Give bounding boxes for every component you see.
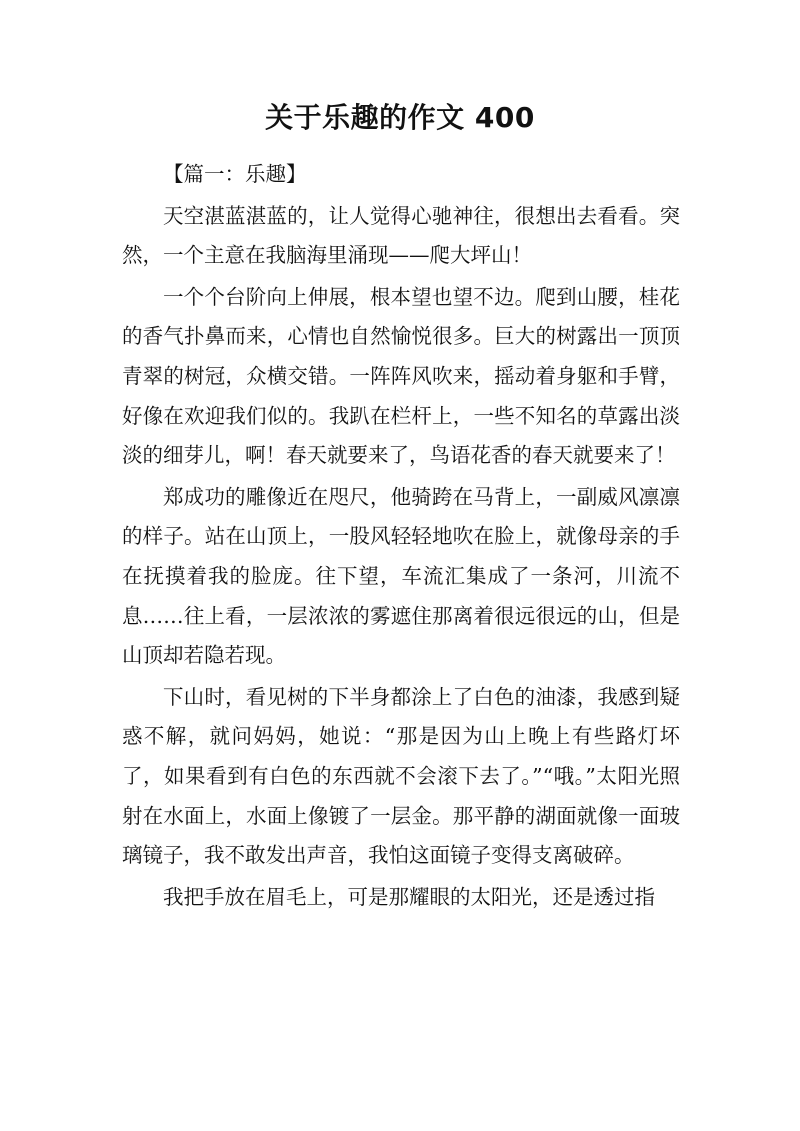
paragraph-4: 下山时，看见树的下半身都涂上了白色的油漆，我感到疑惑不解，就问妈妈，她说：“那是因为山上晚上有些路灯坏了，如果看到有白色的东西就不会滚下去了。”“哦。”太阳光照射在水面上，水面上像镀了一层金。那平静的湖面就像一面玻璃镜子，我不敢发出声音，我怕这面镜子变得支离破碎。 [122,684,680,868]
section-heading: 【篇一：乐趣】 [163,162,307,186]
paragraph-3: 郑成功的雕像近在咫尺，他骑跨在马背上，一副威风凛凛的样子。站在山顶上，一股风轻轻地吹在脸上，就像母亲的手在抚摸着我的脸庞。往下望，车流汇集成了一条河，川流不息……往上看，一层浓浓的雾遮住那离着很远很远的山，但是山顶却若隐若现。 [122,484,680,668]
paragraph-1: 天空湛蓝湛蓝的，让人觉得心驰神往，很想出去看看。突然，一个主意在我脑海里涌现——爬大坪山！ [122,203,680,268]
document-title: 关于乐趣的作文 400 [265,101,535,134]
paragraph-2: 一个个台阶向上伸展，根本望也望不边。爬到山腰，桂花的香气扑鼻而来，心情也自然愉悦很多。巨大的树露出一顶顶青翠的树冠，众横交错。一阵阵风吹来，摇动着身躯和手臂，好像在欢迎我们似的。我趴在栏杆上，一些不知名的草露出淡淡的细芽儿，啊！春天就要来了，鸟语花香的春天就要来了！ [122,284,680,468]
paragraph-5: 我把手放在眉毛上，可是那耀眼的太阳光，还是透过指 [163,884,655,909]
document-body [122,155,680,919]
